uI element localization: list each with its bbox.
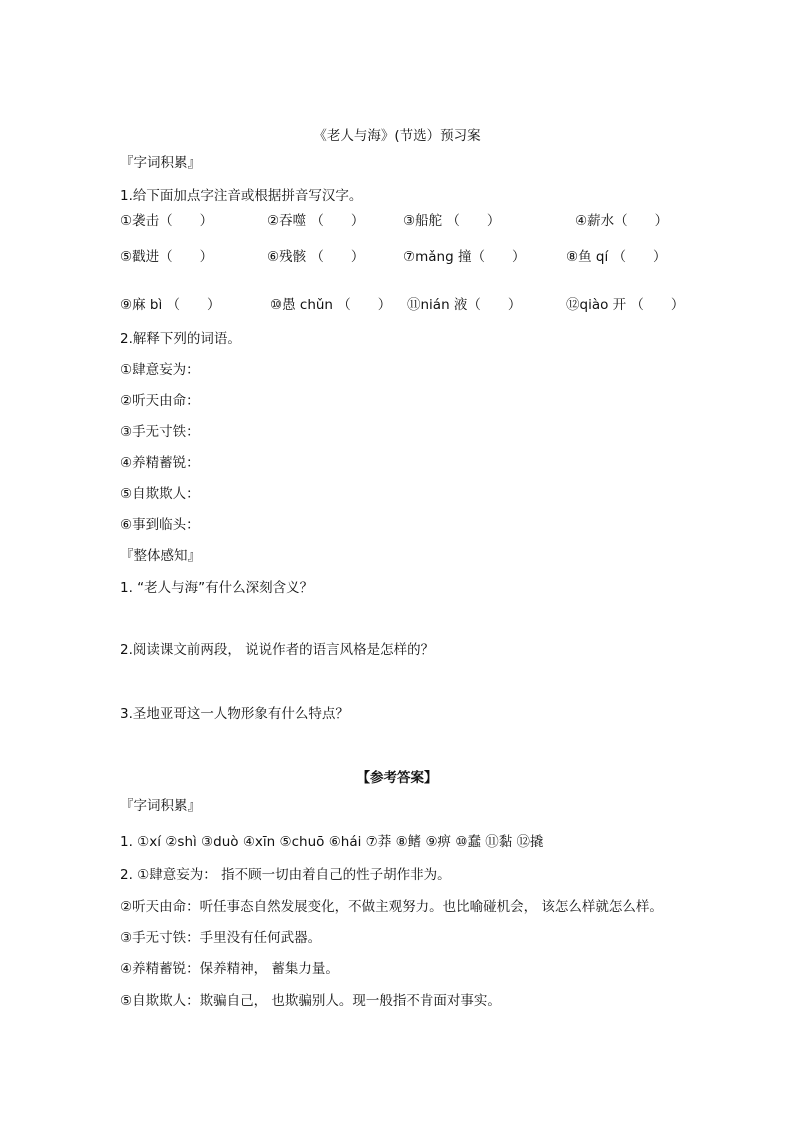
answer-section-heading: 『字词积累』 [120, 798, 201, 814]
q1-item: ①袭击（ ） [120, 213, 214, 229]
q1-item: ⑪nián 液（ ） [407, 297, 522, 313]
answer-line: 1. ①xí ②shì ③duò ④xīn ⑤chuō ⑥hái ⑦莽 ⑧鳍 ⑨痹 ⑩蠢 ⑪黏 ⑫撬 [120, 834, 544, 850]
q1-item: ⑨麻 bì （ ） [120, 297, 221, 313]
q2-item: ⑥事到临头： [120, 517, 200, 533]
overall-question: 3.圣地亚哥这一人物形象有什么特点？ [120, 706, 349, 722]
overall-question: 1. “老人与海”有什么深刻含义？ [120, 580, 314, 596]
q2-item: ②听天由命： [120, 393, 200, 409]
question-1: 1.给下面加点字注音或根据拼音写汉字。 [120, 188, 363, 204]
q1-item: ③船舵 （ ） [403, 213, 501, 229]
answer-title: 【参考答案】 [356, 770, 438, 786]
overall-question: 2.阅读课文前两段， 说说作者的语言风格是怎样的？ [120, 642, 435, 658]
answer-line: ②听天由命：听任事态自然发展变化，不做主观努力。也比喻碰机会， 该怎么样就怎么样。 [120, 899, 663, 915]
q1-item: ⑩愚 chǔn （ ） [270, 297, 392, 313]
answer-line: ③手无寸铁：手里没有任何武器。 [120, 930, 322, 946]
q2-item: ⑤自欺欺人： [120, 486, 200, 502]
q2-item: ①肆意妄为： [120, 362, 200, 378]
q2-item: ③手无寸铁： [120, 424, 200, 440]
section-heading-vocab: 『字词积累』 [120, 155, 201, 171]
answer-line: ④养精蓄锐：保养精神， 蓄集力量。 [120, 961, 339, 977]
q1-item: ⑥残骸 （ ） [267, 249, 365, 265]
answer-line: 2. ①肆意妄为： 指不顾一切由着自己的性子胡作非为。 [120, 867, 451, 883]
q1-item: ⑤戳进（ ） [120, 249, 214, 265]
section-heading-overall: 『整体感知』 [120, 548, 201, 564]
q1-item: ⑫qiào 开 （ ） [566, 297, 685, 313]
q2-item: ④养精蓄锐： [120, 455, 200, 471]
q1-item: ⑧鱼 qí （ ） [566, 249, 667, 265]
q1-item: ②吞噬 （ ） [267, 213, 365, 229]
q1-item: ④薪水（ ） [575, 213, 669, 229]
q1-item: ⑦mǎng 撞（ ） [403, 249, 526, 265]
answer-line: ⑤自欺欺人：欺骗自己， 也欺骗别人。现一般指不肯面对事实。 [120, 993, 501, 1009]
page-title: 《老人与海》(节选）预习案 [313, 128, 481, 144]
question-2: 2.解释下列的词语。 [120, 331, 241, 347]
